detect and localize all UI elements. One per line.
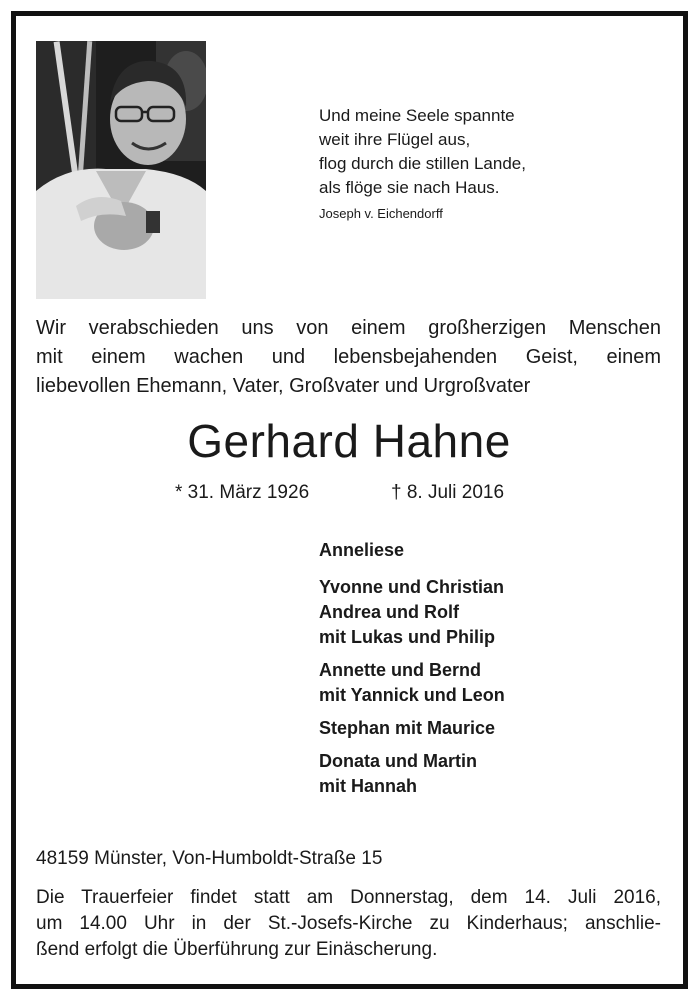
poem-author: Joseph v. Eichendorff: [319, 206, 443, 221]
mourner-name: mit Yannick und Leon: [319, 685, 505, 705]
poem: [319, 104, 619, 223]
family-address: 48159 Münster, Von-Humboldt-Straße 15: [36, 848, 383, 869]
intro-line: liebevollen Ehemann, Vater, Großvater und Urgroßvater: [36, 375, 531, 397]
mourners-list: [319, 538, 639, 807]
poem-line: flog durch die stillen Lande,: [319, 154, 526, 173]
mourner-group: [319, 658, 639, 708]
birth-date: * 31. März 1926: [175, 482, 310, 503]
mourner-group: [319, 749, 639, 799]
portrait-photo-icon: [36, 41, 206, 299]
funeral-notice: [36, 885, 661, 963]
notice-line: um 14.00 Uhr in der St.-Josefs-Kirche zu Kinderhaus; anschlie-: [36, 913, 661, 934]
mourner-group: [319, 538, 639, 563]
mourner-name: Annette und Bernd: [319, 660, 481, 680]
mourner-name: Stephan mit Maurice: [319, 718, 496, 738]
poem-line: als flöge sie nach Haus.: [319, 178, 500, 197]
poem-line: Und meine Seele spannte: [319, 106, 515, 125]
mourner-group: [319, 575, 639, 650]
mourner-name: mit Lukas und Philip: [319, 627, 496, 647]
poem-line: weit ihre Flügel aus,: [319, 130, 471, 149]
intro-line: Wir verabschieden uns von einem großherzigen Menschen: [36, 317, 661, 339]
death-date: † 8. Juli 2016: [391, 482, 505, 503]
portrait-photo: [36, 41, 206, 299]
intro-text: [36, 314, 661, 401]
mourner-name: Donata und Martin: [319, 751, 477, 771]
mourner-name: Anneliese: [319, 540, 405, 560]
notice-line: ßend erfolgt die Überführung zur Einäscherung.: [36, 939, 438, 960]
mourner-name: Andrea und Rolf: [319, 602, 459, 622]
mourner-name: Yvonne und Christian: [319, 577, 505, 597]
mourner-name: mit Hannah: [319, 776, 418, 796]
mourner-group: [319, 716, 639, 741]
intro-line: mit einem wachen und lebensbejahenden Geist, einem: [36, 346, 661, 368]
deceased-name: Gerhard Hahne: [187, 415, 511, 467]
notice-line: Die Trauerfeier findet statt am Donnerstag, dem 14. Juli 2016,: [36, 887, 661, 908]
